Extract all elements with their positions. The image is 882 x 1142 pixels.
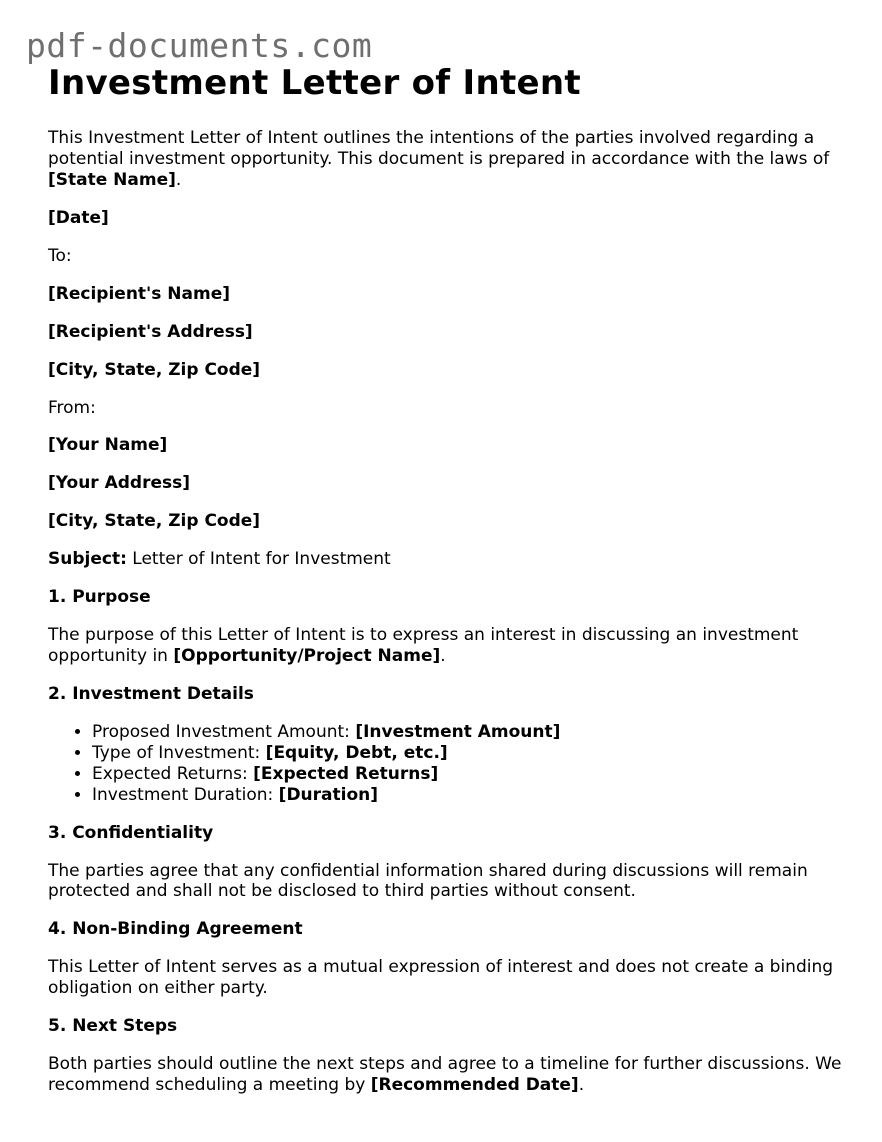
sender-city-line bbox=[48, 511, 848, 532]
intro-paragraph bbox=[48, 128, 848, 190]
section-heading-confidentiality bbox=[48, 823, 848, 844]
detail-label: Type of Investment: bbox=[92, 742, 266, 763]
purpose-paragraph bbox=[48, 625, 848, 667]
state-name-placeholder: [State Name] bbox=[48, 169, 176, 190]
list-item bbox=[92, 722, 848, 743]
section-heading-purpose bbox=[48, 587, 848, 608]
recipient-city-placeholder: [City, State, Zip Code] bbox=[48, 359, 261, 380]
recipient-address-placeholder: [Recipient's Address] bbox=[48, 321, 253, 342]
confidentiality-heading-text: 3. Confidentiality bbox=[48, 822, 214, 843]
sender-name-placeholder: [Your Name] bbox=[48, 435, 168, 456]
non-binding-heading-text: 4. Non-Binding Agreement bbox=[48, 919, 303, 940]
subject-label: Subject: bbox=[48, 549, 127, 570]
purpose-text: The purpose of this Letter of Intent is to express an interest in discussing an investment opportunity in bbox=[48, 625, 799, 667]
watermark: pdf-documents.com bbox=[26, 26, 373, 65]
detail-value: [Expected Returns] bbox=[253, 763, 439, 784]
detail-value: [Investment Amount] bbox=[355, 722, 561, 743]
detail-value: [Equity, Debt, etc.] bbox=[265, 742, 448, 763]
list-item bbox=[92, 785, 848, 806]
detail-label: Investment Duration: bbox=[92, 784, 279, 805]
detail-label: Expected Returns: bbox=[92, 763, 254, 784]
opportunity-placeholder: [Opportunity/Project Name] bbox=[173, 646, 441, 667]
recipient-name-line bbox=[48, 284, 848, 305]
sender-address-placeholder: [Your Address] bbox=[48, 473, 191, 494]
next-steps-text: Both parties should outline the next steps and agree to a timeline for further discussions. We recommend scheduling a meeting by bbox=[48, 1054, 842, 1095]
to-label: To: bbox=[48, 245, 72, 266]
next-steps-heading-text: 5. Next Steps bbox=[48, 1016, 178, 1037]
recipient-city-line bbox=[48, 360, 848, 381]
investment-details-list bbox=[48, 722, 848, 805]
subject-line bbox=[48, 549, 848, 570]
intro-period: . bbox=[175, 169, 182, 190]
document-page bbox=[48, 60, 848, 1096]
non-binding-paragraph: This Letter of Intent serves as a mutual expression of interest and does not create a binding obligation on either party. bbox=[48, 957, 834, 999]
sender-city-placeholder: [City, State, Zip Code] bbox=[48, 511, 261, 532]
sender-name-line bbox=[48, 435, 848, 456]
next-steps-paragraph bbox=[48, 1054, 848, 1096]
purpose-period: . bbox=[440, 646, 446, 667]
list-item bbox=[92, 743, 848, 764]
detail-label: Proposed Investment Amount: bbox=[92, 722, 356, 743]
intro-text: This Investment Letter of Intent outlines the intentions of the parties involved regarding a potential investment opportunity. This document is prepared in accordance with the laws of bbox=[48, 128, 830, 169]
section-heading-details bbox=[48, 684, 848, 705]
subject-text: Letter of Intent for Investment bbox=[126, 549, 391, 570]
recipient-address-line bbox=[48, 322, 848, 343]
details-heading-text: 2. Investment Details bbox=[48, 684, 254, 705]
section-heading-non-binding bbox=[48, 919, 848, 940]
document-title: Investment Letter of Intent bbox=[48, 63, 581, 103]
recommended-date-placeholder: [Recommended Date] bbox=[370, 1074, 579, 1095]
sender-address-line bbox=[48, 473, 848, 494]
next-steps-period: . bbox=[578, 1074, 585, 1095]
recipient-name-placeholder: [Recipient's Name] bbox=[48, 283, 231, 304]
date-line bbox=[48, 208, 848, 229]
section-heading-next-steps bbox=[48, 1016, 848, 1037]
purpose-heading-text: 1. Purpose bbox=[48, 587, 151, 608]
detail-value: [Duration] bbox=[278, 784, 379, 805]
confidentiality-paragraph: The parties agree that any confidential information shared during discussions will remain protected and shall not be disclosed to third parties without consent. bbox=[48, 860, 808, 902]
date-placeholder: [Date] bbox=[48, 207, 109, 228]
from-label: From: bbox=[48, 397, 96, 418]
list-item bbox=[92, 764, 848, 785]
